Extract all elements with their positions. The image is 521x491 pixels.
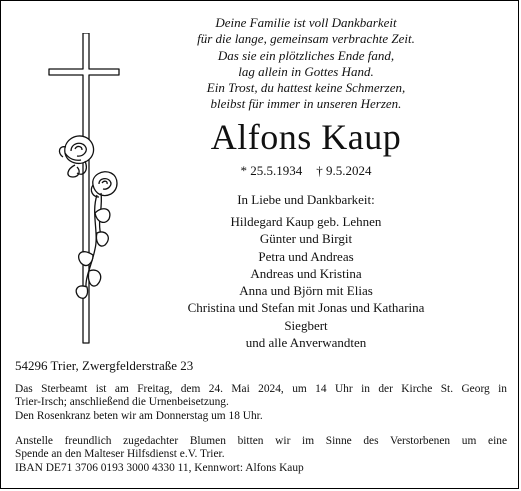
life-dates	[151, 163, 461, 179]
birth-date: * 25.5.1934	[240, 163, 303, 178]
donation-info-line: Anstelle freundlich zugedachter Blumen bitten wir im Sinne des Verstorbenen um eine	[15, 435, 507, 447]
funeral-info-line: Das Sterbeamt ist am Freitag, dem 24. Mai 2024, um 14 Uhr in der Kirche St. Georg in	[15, 383, 507, 395]
donation-info-line: Spende an den Malteser Hilfsdienst e.V. Trier.	[15, 448, 225, 461]
poem-line: für die lange, gemeinsam verbrachte Zeit.	[197, 31, 415, 47]
poem-line: Ein Trost, du hattest keine Schmerzen,	[206, 80, 406, 96]
cross-with-roses-icon	[39, 33, 129, 353]
donation-info	[15, 435, 507, 475]
funeral-info-line: Trier-Irsch; anschließend die Urnenbeisetzung.	[15, 396, 229, 409]
mourner: Siegbert	[284, 317, 328, 333]
deceased-name: Alfons Kaup	[210, 117, 402, 157]
poem-line: Das sie ein plötzliches Ende fand,	[217, 47, 395, 63]
mourner: Günter und Birgit	[259, 231, 353, 247]
mourner: Anna und Björn mit Elias	[239, 283, 373, 299]
poem-line: lag allein in Gottes Hand.	[238, 63, 374, 79]
death-date: † 9.5.2024	[316, 163, 372, 178]
mourner: Christina und Stefan mit Jonas und Katharina	[187, 300, 425, 316]
family-address: 54296 Trier, Zwergfelderstraße 23	[15, 358, 194, 373]
mourners-list	[151, 213, 461, 351]
poem-line: Deine Familie ist voll Dankbarkeit	[215, 15, 397, 30]
funeral-info-line: Den Rosenkranz beten wir am Donnerstag um 18 Uhr.	[15, 409, 263, 422]
mourners-intro: In Liebe und Dankbarkeit:	[237, 192, 375, 207]
poem	[151, 15, 461, 113]
funeral-info	[15, 383, 507, 423]
mourner: Hildegard Kaup geb. Lehnen	[230, 214, 382, 229]
mourner: Petra und Andreas	[258, 248, 354, 264]
mourner: und alle Anverwandten	[245, 335, 367, 351]
donation-info-line: IBAN DE71 3706 0193 3000 4330 11, Kennwort: Alfons Kaup	[15, 461, 304, 474]
poem-line: bleibst für immer in unseren Herzen.	[210, 96, 402, 112]
mourner: Andreas und Kristina	[250, 265, 362, 281]
